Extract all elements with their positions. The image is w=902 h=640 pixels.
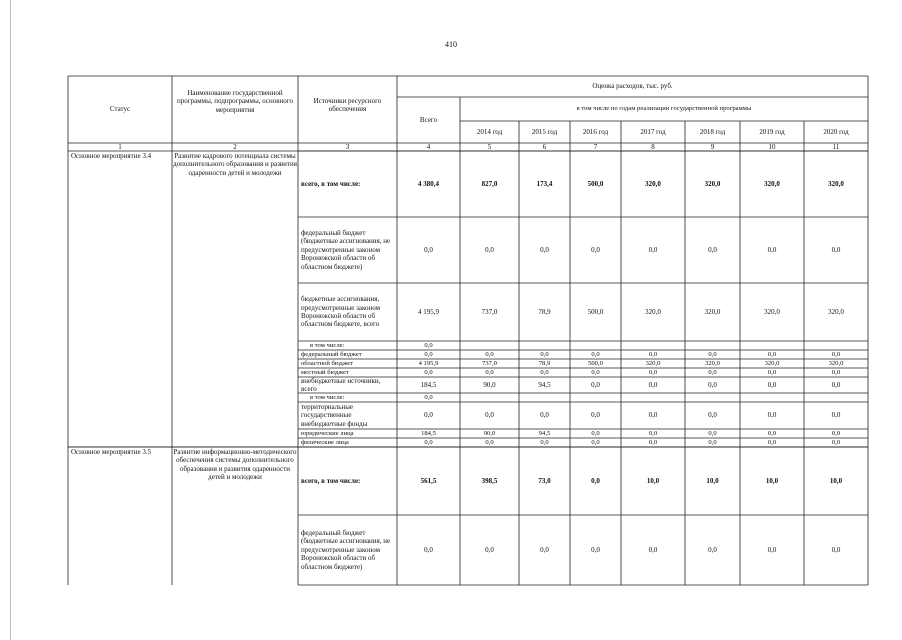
value-cell: 0,0 bbox=[831, 429, 841, 437]
value-cell: 184,5 bbox=[421, 429, 436, 437]
value-cell: 0,0 bbox=[485, 545, 494, 554]
source-cell: федеральный бюджет (бюджетные ассигнования, не предусмотренные законом Воронежской области об областном бюджете) bbox=[301, 528, 391, 571]
value-cell: 173,4 bbox=[536, 179, 553, 188]
value-cell: 0,0 bbox=[424, 368, 433, 376]
value-cell: 0,0 bbox=[831, 545, 841, 554]
value-cell bbox=[621, 341, 685, 350]
value-cell: 94,5 bbox=[538, 380, 551, 389]
value-cell: 320,0 bbox=[645, 307, 661, 316]
source-cell: областной бюджет bbox=[301, 359, 354, 367]
value-cell: 320,0 bbox=[764, 179, 780, 188]
value-cell: 0,0 bbox=[708, 545, 717, 554]
header-by-years: в том числе по годам реализации государственной программы bbox=[576, 105, 752, 113]
value-cell bbox=[740, 393, 804, 402]
source-cell: юридические лица bbox=[301, 429, 354, 437]
column-number: 7 bbox=[593, 143, 598, 151]
value-cell: 0,0 bbox=[767, 545, 777, 554]
value-cell: 827,0 bbox=[481, 179, 498, 188]
value-cell: 0,0 bbox=[540, 350, 549, 358]
value-cell: 10,0 bbox=[646, 476, 660, 485]
value-cell: 0,0 bbox=[831, 245, 841, 254]
value-cell bbox=[570, 393, 621, 402]
value-cell: 94,5 bbox=[538, 429, 551, 437]
header-name: Наименование государственной программы, подпрограммы, основного мероприятия bbox=[177, 89, 293, 114]
value-cell bbox=[519, 341, 570, 350]
value-cell: 0,0 bbox=[831, 368, 841, 376]
value-cell: 0,0 bbox=[591, 476, 600, 485]
value-cell: 0,0 bbox=[767, 380, 777, 389]
value-cell bbox=[621, 393, 685, 402]
header-sources: Источники ресурсного обеспечения bbox=[313, 97, 382, 114]
column-number: 6 bbox=[542, 143, 547, 151]
source-cell: федеральный бюджет (бюджетные ассигнования, не предусмотренные законом Воронежской области об областном бюджете) bbox=[301, 228, 391, 271]
value-cell: 0,0 bbox=[485, 350, 494, 358]
value-cell: 0,0 bbox=[708, 438, 717, 446]
value-cell: 320,0 bbox=[764, 307, 780, 316]
value-cell: 4 195,9 bbox=[418, 307, 439, 316]
column-number: 4 bbox=[426, 143, 431, 151]
value-cell: 320,0 bbox=[828, 307, 844, 316]
value-cell: 10,0 bbox=[829, 476, 843, 485]
column-number: 2 bbox=[233, 143, 237, 151]
value-cell: 0,0 bbox=[648, 438, 658, 446]
column-number: 3 bbox=[345, 143, 350, 151]
value-cell: 0,0 bbox=[591, 368, 600, 376]
header-year: 2015 год bbox=[531, 127, 558, 136]
value-cell bbox=[685, 393, 740, 402]
value-cell: 0,0 bbox=[591, 411, 600, 420]
value-cell: 0,0 bbox=[485, 438, 494, 446]
value-cell: 0,0 bbox=[540, 368, 549, 376]
value-cell: 320,0 bbox=[828, 179, 844, 188]
value-cell: 0,0 bbox=[708, 429, 717, 437]
header-total: Всего bbox=[419, 115, 438, 124]
value-cell: 0,0 bbox=[831, 411, 841, 420]
value-cell: 4 380,4 bbox=[418, 179, 439, 188]
value-cell: 0,0 bbox=[767, 411, 777, 420]
program-name-cell: Развитие информационно-методического обеспечения системы дополнительного образования и развития одаренности детей и молодежи bbox=[173, 448, 297, 482]
value-cell: 561,5 bbox=[420, 476, 437, 485]
value-cell: 0,0 bbox=[591, 545, 600, 554]
value-cell: 0,0 bbox=[648, 429, 658, 437]
value-cell bbox=[804, 393, 868, 402]
status-cell: Основное мероприятие 3.5 bbox=[71, 448, 152, 456]
value-cell: 0,0 bbox=[540, 245, 549, 254]
column-number: 10 bbox=[768, 143, 776, 151]
value-cell bbox=[460, 393, 519, 402]
value-cell: 0,0 bbox=[424, 438, 433, 446]
source-cell: федеральный бюджет bbox=[301, 350, 362, 358]
value-cell: 500,0 bbox=[587, 179, 604, 188]
value-cell: 320,0 bbox=[645, 179, 661, 188]
value-cell: 0,0 bbox=[648, 368, 658, 376]
header-year: 2017 год bbox=[640, 127, 666, 136]
value-cell: 320,0 bbox=[705, 359, 720, 367]
header-year: 2020 год bbox=[823, 127, 849, 136]
value-cell: 10,0 bbox=[765, 476, 779, 485]
value-cell: 0,0 bbox=[648, 245, 658, 254]
value-cell: 0,0 bbox=[708, 245, 717, 254]
header-estimate: Оценка расходов, тыс. руб. bbox=[592, 82, 673, 91]
value-cell: 0,0 bbox=[591, 438, 600, 446]
value-cell bbox=[570, 341, 621, 350]
value-cell: 737,0 bbox=[481, 307, 498, 316]
column-number: 1 bbox=[118, 143, 122, 151]
value-cell bbox=[804, 341, 868, 350]
value-cell: 0,0 bbox=[708, 380, 717, 389]
value-cell: 0,0 bbox=[648, 411, 658, 420]
value-cell: 78,9 bbox=[538, 307, 551, 316]
header-year: 2016 год bbox=[582, 127, 609, 136]
value-cell: 0,0 bbox=[831, 380, 841, 389]
column-number: 11 bbox=[832, 143, 840, 151]
value-cell: 500,0 bbox=[588, 359, 603, 367]
value-cell: 90,0 bbox=[483, 429, 496, 437]
value-cell: 0,0 bbox=[767, 245, 777, 254]
value-cell: 0,0 bbox=[708, 350, 717, 358]
header-status: Статус bbox=[109, 105, 131, 114]
source-cell: внебюджетные источники, всего bbox=[301, 377, 381, 393]
value-cell: 0,0 bbox=[591, 350, 600, 358]
value-cell: 320,0 bbox=[828, 359, 844, 367]
source-cell: всего, в том числе: bbox=[301, 476, 361, 485]
value-cell: 0,0 bbox=[424, 411, 433, 420]
value-cell: 500,0 bbox=[587, 307, 604, 316]
value-cell: 10,0 bbox=[706, 476, 719, 485]
value-cell: 0,0 bbox=[424, 393, 433, 401]
value-cell: 0,0 bbox=[648, 350, 658, 358]
page-number: 410 bbox=[445, 40, 457, 49]
header-year: 2014 год bbox=[476, 127, 503, 136]
value-cell: 398,5 bbox=[481, 476, 498, 485]
value-cell: 0,0 bbox=[424, 545, 433, 554]
source-cell: всего, в том числе: bbox=[301, 179, 361, 188]
column-number: 8 bbox=[651, 143, 655, 151]
value-cell: 320,0 bbox=[645, 359, 661, 367]
value-cell: 0,0 bbox=[540, 438, 549, 446]
value-cell: 0,0 bbox=[485, 368, 494, 376]
value-cell: 0,0 bbox=[831, 350, 841, 358]
value-cell: 90,0 bbox=[483, 380, 496, 389]
value-cell: 0,0 bbox=[591, 429, 600, 437]
value-cell: 0,0 bbox=[540, 545, 549, 554]
source-cell: территориальные государственные внебюджетные фонды bbox=[301, 402, 368, 428]
value-cell: 184,5 bbox=[420, 380, 437, 389]
value-cell bbox=[685, 341, 740, 350]
value-cell: 73,0 bbox=[538, 476, 551, 485]
value-cell: 0,0 bbox=[648, 380, 658, 389]
value-cell: 0,0 bbox=[485, 411, 494, 420]
value-cell: 0,0 bbox=[831, 438, 841, 446]
value-cell: 0,0 bbox=[767, 429, 777, 437]
value-cell: 0,0 bbox=[540, 411, 549, 420]
column-number: 5 bbox=[487, 143, 492, 151]
value-cell: 0,0 bbox=[708, 368, 717, 376]
value-cell: 0,0 bbox=[424, 341, 433, 349]
value-cell bbox=[460, 341, 519, 350]
value-cell: 78,9 bbox=[538, 359, 551, 367]
value-cell: 0,0 bbox=[648, 545, 658, 554]
source-cell: местный бюджет bbox=[301, 368, 349, 376]
value-cell: 0,0 bbox=[767, 438, 777, 446]
value-cell: 0,0 bbox=[708, 411, 717, 420]
program-name-cell: Развитие кадрового потенциала системы дополнительного образования и развития одаренности детей и молодежи bbox=[173, 152, 297, 177]
source-cell: физические лица bbox=[301, 438, 349, 446]
value-cell: 0,0 bbox=[591, 380, 600, 389]
value-cell: 0,0 bbox=[424, 350, 433, 358]
value-cell: 320,0 bbox=[704, 307, 721, 316]
value-cell: 737,0 bbox=[482, 359, 497, 367]
value-cell: 0,0 bbox=[485, 245, 494, 254]
status-cell: Основное мероприятие 3.4 bbox=[71, 152, 152, 160]
source-cell: бюджетные ассигнования, предусмотренные законом Воронежской области об областном бюджете, всего bbox=[301, 295, 381, 329]
source-cell: в том числе: bbox=[310, 393, 345, 401]
value-cell bbox=[740, 341, 804, 350]
value-cell: 0,0 bbox=[591, 245, 600, 254]
column-number: 9 bbox=[710, 143, 715, 151]
source-cell: в том числе: bbox=[310, 341, 345, 349]
value-cell: 4 195,9 bbox=[418, 359, 439, 367]
header-year: 2018 год bbox=[699, 127, 726, 136]
value-cell bbox=[519, 393, 570, 402]
value-cell: 0,0 bbox=[424, 245, 433, 254]
value-cell: 320,0 bbox=[704, 179, 721, 188]
header-year: 2019 год bbox=[759, 127, 785, 136]
value-cell: 0,0 bbox=[767, 350, 777, 358]
value-cell: 0,0 bbox=[767, 368, 777, 376]
value-cell: 320,0 bbox=[764, 359, 780, 367]
